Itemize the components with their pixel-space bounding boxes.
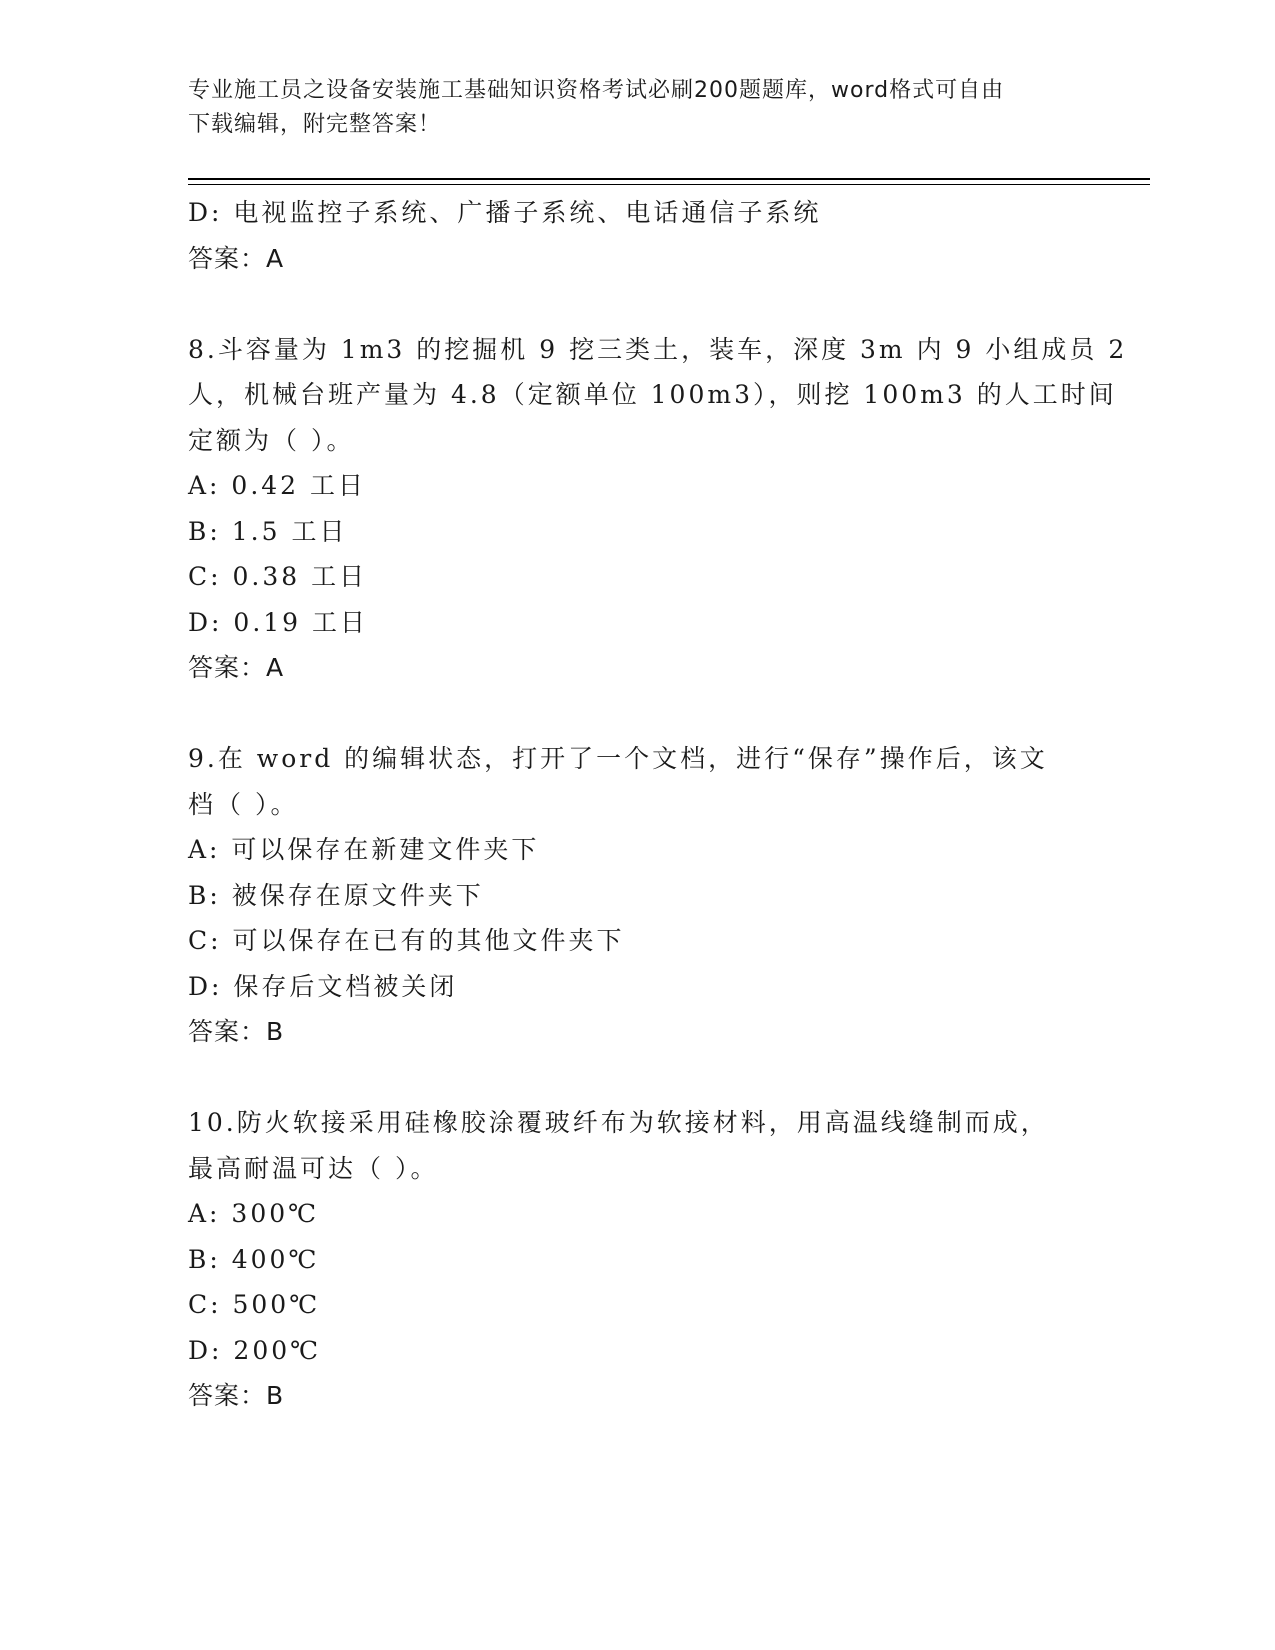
q8-stem-line-2: 人，机械台班产量为 4.8（定额单位 100m3），则挖 100m3 的人工时间 [188, 380, 1117, 409]
q8-option-d: D: 0.19 工日 [188, 607, 369, 637]
header-rule-thin [188, 184, 1150, 185]
q10-answer: 答案：B [188, 1381, 285, 1410]
header-line-2: 下载编辑，附完整答案！ [188, 112, 442, 137]
q10-option-d: D: 200℃ [188, 1335, 322, 1365]
q9-option-d: D: 保存后文档被关闭 [188, 971, 458, 1001]
document-body [188, 190, 1128, 1419]
q8-option-c: C: 0.38 工日 [188, 562, 368, 591]
q9-stem-line-1: 9.在 word 的编辑状态，打开了一个文档，进行“保存”操作后，该文 [188, 744, 1048, 773]
spacer [188, 281, 1088, 327]
q10-option-a: A: 300℃ [188, 1199, 320, 1228]
q8-option-a: A: 0.42 工日 [188, 471, 367, 500]
q8-stem-line-3: 定额为（ ）。 [188, 425, 355, 455]
q10-option-b: B: 400℃ [188, 1244, 320, 1274]
spacer [188, 1055, 1088, 1101]
q9-option-a: A: 可以保存在新建文件夹下 [188, 835, 540, 864]
q10-option-c: C: 500℃ [188, 1290, 321, 1319]
q8-option-b: B: 1.5 工日 [188, 516, 348, 546]
q9-answer: 答案：B [188, 1017, 285, 1046]
q7-option-d: D: 电视监控子系统、广播子系统、电话通信子系统 [188, 198, 822, 227]
q9-stem-line-2: 档（ ）。 [188, 789, 299, 819]
header-rule-thick [188, 178, 1150, 180]
header-line-1: 专业施工员之设备安装施工基础知识资格考试必刷200题题库，word格式可自由 [188, 78, 1005, 103]
q8-answer: 答案：A [188, 653, 285, 682]
question-9 [188, 736, 1088, 1055]
question-7 [188, 190, 1088, 281]
spacer [188, 691, 1088, 737]
q10-stem-line-2: 最高耐温可达（ ）。 [188, 1153, 439, 1183]
q9-option-b: B: 被保存在原文件夹下 [188, 880, 484, 910]
q8-stem-line-1: 8.斗容量为 1m3 的挖掘机 9 挖三类土，装车，深度 3m 内 9 小组成员 2 [188, 334, 1128, 364]
q10-stem-line-1: 10.防火软接采用硅橡胶涂覆玻纤布为软接材料，用高温线缝制而成， [188, 1108, 1049, 1137]
q9-option-c: C: 可以保存在已有的其他文件夹下 [188, 926, 625, 955]
q7-answer: 答案：A [188, 243, 285, 273]
document-header [188, 74, 1088, 142]
question-8 [188, 327, 1128, 691]
question-10 [188, 1100, 1088, 1419]
